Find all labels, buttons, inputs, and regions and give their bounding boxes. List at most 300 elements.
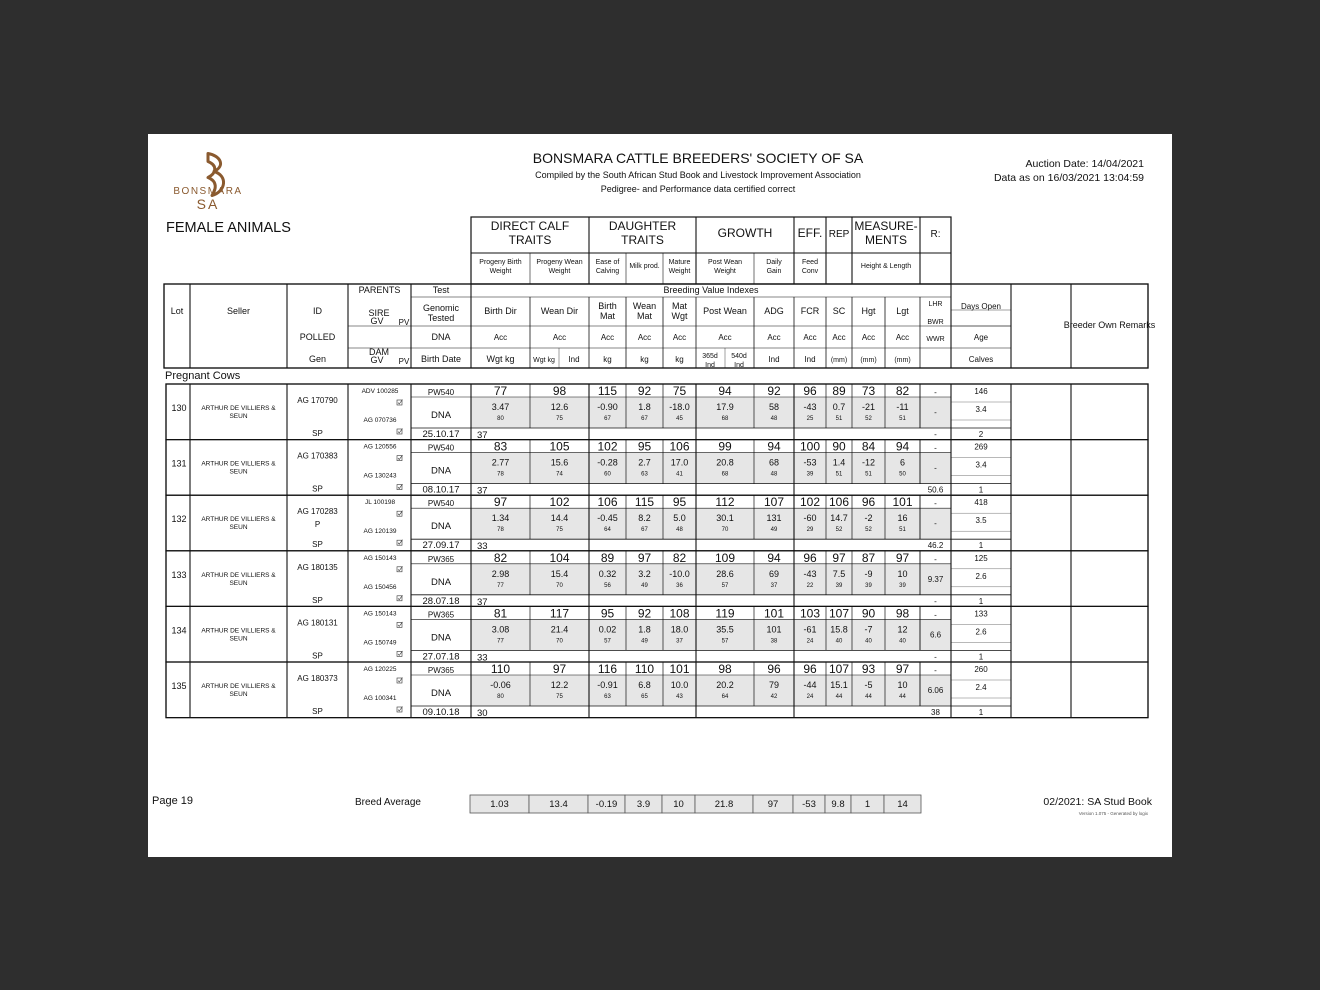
ebv-index: 96 — [861, 495, 876, 510]
ebv-index: 98 — [552, 384, 567, 398]
checkbox-icon — [397, 595, 403, 601]
age: 2.6 — [975, 571, 987, 581]
dna: DNA — [430, 410, 452, 421]
header-540d-ind: Ind — [734, 362, 744, 369]
trait-sub-label: Calving — [595, 268, 620, 275]
days-open: 146 — [974, 387, 988, 396]
header-age: Age — [973, 333, 989, 342]
ebv-value: -53 — [803, 457, 817, 468]
trait-group-label: MENTS — [865, 233, 907, 247]
ebv-accuracy: 51 — [899, 527, 906, 534]
ebv-index: 104 — [549, 550, 570, 565]
ebv-index: 73 — [861, 384, 876, 398]
ebv-index: 94 — [718, 384, 732, 398]
ebv-index: 84 — [861, 439, 876, 454]
trait-sub-label: Height & Length — [860, 263, 912, 270]
checkbox-icon — [397, 566, 403, 572]
ebv-index: 96 — [803, 384, 817, 398]
ebv-index: 94 — [767, 439, 781, 454]
ebv-index: 102 — [597, 439, 618, 454]
ebv-value: 6 — [899, 457, 906, 468]
ebv-accuracy: 68 — [721, 471, 729, 478]
ebv-accuracy: 56 — [604, 582, 611, 589]
seller-name: SEUN — [229, 413, 248, 420]
checkbox-icon — [397, 622, 403, 628]
ebv-accuracy: 52 — [835, 527, 843, 534]
trait-group-label: EFF. — [797, 226, 823, 240]
checkbox-icon — [397, 651, 403, 657]
ebv-index: 106 — [828, 495, 850, 510]
dna: DNA — [430, 632, 452, 644]
ebv-accuracy: 39 — [806, 471, 814, 478]
ebv-accuracy: 68 — [721, 416, 729, 422]
age: 3.4 — [975, 405, 987, 414]
ebv-value: 101 — [766, 624, 782, 635]
ebv-index: 97 — [493, 495, 508, 510]
ebv-value: 10 — [897, 568, 908, 579]
trait-group-label: DIRECT CALF — [490, 219, 570, 233]
ebv-accuracy: 49 — [641, 582, 648, 589]
ebv-value: 0.32 — [598, 568, 617, 579]
ebv-accuracy: 52 — [865, 527, 872, 534]
header-trait: Mat — [599, 311, 616, 321]
version-note: Version 1.075 - Generated by logix — [1078, 811, 1148, 816]
ebv-value: 0.02 — [598, 624, 617, 635]
test-code: PW365 — [427, 610, 455, 620]
header-acc: Acc — [493, 333, 508, 342]
sire-id: AG 120556 — [363, 443, 397, 451]
trait-group-label: R: — [930, 229, 941, 240]
header-fcr-ind: Ind — [804, 355, 816, 364]
test-code: PW365 — [427, 554, 455, 564]
ebv-accuracy: 67 — [641, 416, 648, 422]
ebv-value: -60 — [803, 513, 817, 524]
header-sire-pv: PV — [398, 318, 410, 327]
ebv-accuracy: 70 — [721, 527, 729, 534]
checkbox-icon — [397, 484, 403, 490]
subtitle-line-2: Pedigree- and Performance data certified correct — [600, 184, 796, 194]
ebv-value: -9 — [864, 568, 873, 579]
checkbox-icon — [397, 540, 403, 546]
ebv-accuracy: 24 — [806, 638, 814, 645]
ebv-value: -0.28 — [597, 457, 618, 468]
ebv-accuracy: 51 — [835, 471, 843, 478]
ebv-index: 97 — [895, 662, 910, 676]
ebv-index: 119 — [715, 606, 735, 621]
header-ind: Ind — [568, 355, 580, 364]
dam-id: AG 130243 — [363, 472, 397, 480]
header-seller: Seller — [226, 306, 251, 316]
ebv-value: 16 — [897, 513, 908, 524]
trait-sub-label: Mature — [668, 259, 691, 266]
logo-text: BONSMARA — [173, 186, 243, 197]
ebv-value: 14.7 — [830, 513, 848, 524]
ebv-accuracy: 75 — [556, 694, 563, 700]
gen: SP — [312, 429, 323, 438]
seller-name: ARTHUR DE VILLIERS & — [201, 460, 276, 468]
ebv-value: 0.7 — [832, 402, 846, 412]
header-trait: Mat — [636, 311, 653, 321]
calves: 1 — [978, 708, 984, 717]
ebv-index: 92 — [637, 384, 652, 398]
ebv-accuracy: 78 — [497, 471, 504, 478]
birth-date: 25.10.17 — [422, 429, 460, 440]
trait-sub-label: Weight — [668, 268, 691, 275]
header-trait: Birth — [598, 301, 617, 311]
checkbox-icon — [397, 678, 403, 684]
dna: DNA — [430, 688, 452, 699]
seller-name: SEUN — [229, 691, 248, 698]
ebv-accuracy: 60 — [604, 471, 611, 478]
ebv-accuracy: 39 — [899, 582, 906, 589]
ebv-value: -0.45 — [597, 513, 618, 524]
header-trait: Wean Dir — [540, 306, 579, 316]
header-acc: Acc — [600, 333, 615, 342]
dam-id: AG 070736 — [363, 417, 397, 424]
ebv-accuracy: 57 — [604, 638, 611, 645]
ebv-index: 87 — [861, 550, 876, 565]
trait-sub-label: Post Wean — [707, 259, 743, 266]
header-acc: Acc — [637, 333, 652, 342]
ebv-accuracy: 67 — [604, 416, 611, 422]
ebv-value: 17.9 — [716, 402, 734, 412]
ebv-accuracy: 37 — [676, 638, 683, 645]
bwr-value: - — [934, 519, 937, 529]
breed-average-value: 97 — [767, 799, 779, 810]
trait-sub-label: Weight — [714, 268, 736, 275]
ebv-accuracy: 48 — [770, 416, 778, 422]
ebv-value: 1.34 — [491, 513, 510, 524]
ebv-index: 83 — [493, 439, 508, 454]
ebv-accuracy: 75 — [556, 416, 563, 422]
ebv-value: 8.2 — [638, 513, 651, 524]
seller-name: ARTHUR DE VILLIERS & — [201, 405, 276, 412]
birth-date: 28.07.18 — [422, 595, 460, 607]
ebv-accuracy: 40 — [865, 638, 872, 645]
wwr-value: - — [934, 596, 937, 606]
ebv-value: -7 — [864, 624, 873, 635]
header-sire: SIRE — [368, 308, 390, 318]
ebv-index: 109 — [714, 550, 736, 565]
header-gen: Gen — [308, 354, 327, 364]
header-calves: Calves — [968, 355, 994, 364]
test-code: PW365 — [427, 666, 455, 675]
header-dna: DNA — [431, 332, 451, 342]
ebv-value: -12 — [861, 457, 876, 468]
ebv-index: 97 — [832, 550, 846, 565]
ebv-value: 1.8 — [638, 624, 651, 635]
ebv-accuracy: 70 — [556, 582, 563, 589]
trait-group-label: TRAITS — [621, 233, 664, 247]
ebv-accuracy: 39 — [865, 582, 872, 589]
header-dam-pv: PV — [398, 357, 410, 366]
ebv-index: 96 — [803, 550, 817, 565]
header-kg: kg — [675, 355, 684, 364]
ebv-value: 15.8 — [830, 624, 848, 635]
ebv-accuracy: 42 — [770, 694, 778, 700]
report-page — [148, 134, 1172, 857]
ebv-index: 95 — [637, 439, 652, 454]
breed-average-value: 1.03 — [490, 799, 509, 810]
bwr-value: - — [934, 463, 937, 473]
header-acc: Acc — [552, 333, 567, 342]
ebv-accuracy: 78 — [497, 527, 504, 534]
subtitle-line-1: Compiled by the South African Stud Book and Livestock Improvement Association — [535, 170, 861, 180]
ebv-value: -5 — [864, 680, 873, 690]
ebv-shade — [471, 508, 951, 539]
ebv-value: 69 — [768, 568, 780, 579]
trait-sub-label: Weight — [489, 268, 512, 275]
ebv-value: -44 — [803, 680, 817, 690]
seller-name: ARTHUR DE VILLIERS & — [201, 627, 276, 635]
header-kg: kg — [640, 355, 649, 364]
weight: 37 — [477, 485, 488, 497]
trait-sub-label: Conv — [801, 268, 819, 275]
lhr-value: - — [934, 443, 937, 453]
ebv-value: 10.0 — [670, 680, 689, 690]
ebv-accuracy: 67 — [641, 527, 648, 534]
header-lhr: LHR — [928, 301, 943, 308]
trait-sub-label: Daily — [766, 259, 782, 266]
ebv-index: 102 — [549, 495, 570, 510]
ebv-value: -0.90 — [597, 402, 618, 412]
ebv-index: 103 — [799, 606, 821, 621]
seller-name: SEUN — [229, 524, 248, 532]
ebv-value: 15.1 — [830, 680, 848, 690]
ebv-value: 7.5 — [832, 568, 846, 579]
header-parents: PARENTS — [358, 285, 401, 295]
trait-sub-label: Feed — [802, 259, 818, 266]
ebv-index: 98 — [895, 606, 910, 621]
wwr-value: 50.6 — [927, 485, 944, 495]
gen: SP — [312, 651, 323, 661]
header-acc: Acc — [803, 333, 817, 342]
seller-name: ARTHUR DE VILLIERS & — [201, 683, 276, 690]
header-365d-ind: Ind — [705, 362, 715, 369]
ebv-index: 107 — [763, 495, 785, 510]
ebv-value: 5.0 — [673, 513, 686, 524]
header-mm: (mm) — [894, 357, 911, 364]
ebv-accuracy: 65 — [641, 694, 648, 700]
dna: DNA — [430, 576, 452, 588]
ebv-index: 106 — [669, 439, 690, 454]
header-lot: Lot — [170, 306, 184, 316]
ebv-value: 79 — [768, 680, 780, 690]
dam-id: AG 150456 — [363, 583, 397, 591]
seller-name: SEUN — [229, 635, 248, 643]
ebv-shade — [471, 619, 951, 650]
lot-number: 132 — [171, 514, 187, 525]
trait-sub-label: Ease of — [595, 259, 620, 266]
checkbox-icon — [397, 429, 403, 435]
breed-average-value: 14 — [897, 799, 908, 810]
wwr-value: - — [934, 652, 937, 662]
trait-sub-label: Gain — [766, 268, 782, 275]
ebv-value: 18.0 — [670, 624, 689, 635]
ebv-index: 100 — [799, 439, 821, 454]
ebv-accuracy: 49 — [641, 638, 648, 645]
ebv-index: 90 — [832, 439, 846, 454]
header-trait: Lgt — [896, 306, 909, 316]
header-trait: Mat — [671, 301, 688, 311]
ebv-accuracy: 44 — [835, 694, 843, 700]
header-days-open: Days Open — [960, 302, 1002, 311]
sire-id: AG 120225 — [363, 666, 397, 673]
ebv-index: 92 — [637, 606, 652, 621]
ebv-accuracy: 40 — [835, 638, 843, 645]
ebv-accuracy: 51 — [865, 471, 872, 478]
ebv-value: -43 — [803, 402, 817, 412]
ebv-index: 107 — [828, 662, 850, 676]
header-wgt: Wgt kg — [486, 354, 515, 364]
age: 2.4 — [975, 683, 987, 692]
header-acc: Acc — [718, 333, 732, 342]
calves: 2 — [978, 430, 984, 439]
ebv-index: 82 — [493, 550, 508, 565]
ebv-index: 110 — [490, 662, 511, 676]
ebv-accuracy: 51 — [835, 416, 843, 422]
ebv-index: 101 — [892, 495, 913, 510]
ebv-accuracy: 48 — [770, 471, 778, 478]
header-acc: Acc — [861, 333, 876, 342]
logo-subtext: SA — [196, 196, 220, 212]
ebv-index: 102 — [799, 495, 821, 510]
ebv-accuracy: 64 — [604, 527, 611, 534]
bwr-value: 6.6 — [929, 630, 942, 640]
lhr-value: - — [934, 554, 937, 564]
breed-average-value: 1 — [864, 799, 871, 810]
ebv-accuracy: 44 — [865, 694, 872, 700]
ebv-value: -11 — [896, 402, 909, 412]
animal-id: AG 170383 — [297, 451, 338, 461]
ebv-accuracy: 24 — [806, 694, 814, 700]
ebv-accuracy: 37 — [770, 582, 778, 589]
data-as-on: Data as on 16/03/2021 13:04:59 — [993, 172, 1144, 184]
wwr-value: 38 — [931, 708, 940, 717]
bwr-value: 6.06 — [927, 686, 944, 695]
ebv-value: 15.6 — [550, 457, 569, 468]
ebv-accuracy: 63 — [604, 694, 611, 700]
ebv-index: 115 — [597, 384, 618, 398]
header-bvi: Breeding Value Indexes — [663, 285, 759, 295]
trait-sub-label: Progeny Wean — [536, 259, 583, 266]
age: 3.5 — [975, 516, 987, 526]
ebv-index: 94 — [767, 550, 781, 565]
ebv-accuracy: 63 — [641, 471, 648, 478]
header-acc: Acc — [672, 333, 687, 342]
bwr-value: 9.37 — [927, 574, 944, 584]
trait-group-label: DAUGHTER — [608, 219, 677, 233]
ebv-index: 90 — [861, 606, 876, 621]
ebv-value: 35.5 — [716, 624, 734, 635]
ebv-accuracy: 51 — [899, 416, 906, 422]
ebv-shade — [471, 453, 951, 484]
ebv-index: 97 — [895, 550, 910, 565]
subsection-title: Pregnant Cows — [165, 370, 241, 382]
ebv-value: -10.0 — [669, 568, 690, 579]
section-title: FEMALE ANIMALS — [166, 220, 291, 236]
calves: 1 — [978, 652, 984, 662]
checkbox-icon — [397, 455, 403, 461]
ebv-value: 10 — [897, 680, 908, 690]
breed-average-value: 13.4 — [549, 799, 568, 810]
seller-name: SEUN — [229, 579, 248, 587]
ebv-value: 68 — [768, 457, 780, 468]
gen: SP — [312, 484, 323, 494]
sire-id: ADV 100285 — [361, 388, 399, 395]
ebv-index: 96 — [767, 662, 781, 676]
animal-id: AG 180131 — [297, 618, 338, 628]
ebv-value: 1.4 — [832, 457, 846, 468]
header-trait: FCR — [800, 306, 820, 316]
seller-name: SEUN — [229, 468, 248, 476]
ebv-value: -2 — [864, 513, 873, 524]
ebv-shade — [471, 397, 951, 428]
breed-average-value: 21.8 — [714, 799, 734, 810]
header-trait: Post Wean — [703, 306, 747, 316]
ebv-value: 20.2 — [716, 680, 734, 690]
dam-id: AG 100341 — [363, 695, 397, 702]
breed-average-value: 9.8 — [831, 799, 845, 810]
dam-id: AG 150749 — [363, 639, 397, 647]
ebv-accuracy: 70 — [556, 638, 563, 645]
header-id: ID — [313, 306, 322, 316]
ebv-index: 94 — [895, 439, 910, 454]
trait-sub-label: Progeny Birth — [479, 259, 522, 266]
ebv-index: 112 — [715, 495, 735, 510]
ebv-shade — [471, 564, 951, 595]
ebv-accuracy: 52 — [865, 416, 872, 422]
data-table — [148, 134, 1172, 857]
dna: DNA — [430, 465, 452, 477]
breed-average-value: -53 — [802, 799, 816, 810]
header-365d: 365d — [702, 353, 718, 360]
header-birth-date: Birth Date — [420, 354, 462, 364]
stud-book-label: 02/2021: SA Stud Book — [1043, 796, 1152, 808]
days-open: 125 — [974, 553, 988, 563]
ebv-accuracy: 44 — [899, 694, 906, 700]
age: 2.6 — [975, 627, 987, 637]
seller-name: ARTHUR DE VILLIERS & — [201, 571, 276, 579]
ebv-index: 110 — [634, 662, 655, 676]
header-kg: kg — [603, 355, 612, 364]
ebv-index: 101 — [669, 662, 690, 676]
weight: 33 — [477, 541, 488, 553]
sire-id: AG 150143 — [363, 610, 397, 618]
ebv-index: 75 — [672, 384, 687, 398]
checkbox-icon — [397, 400, 403, 406]
ebv-index: 82 — [672, 550, 687, 565]
header-trait: SC — [832, 306, 846, 316]
test-code: PW540 — [427, 443, 455, 453]
ebv-accuracy: 80 — [497, 694, 504, 700]
ebv-index: 97 — [552, 662, 567, 676]
wwr-value: 46.2 — [927, 541, 944, 551]
trait-group-label: REP — [828, 229, 850, 240]
header-test: Test — [432, 285, 450, 295]
seller-name: ARTHUR DE VILLIERS & — [201, 516, 276, 524]
auction-date: Auction Date: 14/04/2021 — [1025, 158, 1144, 170]
ebv-value: 1.8 — [638, 402, 651, 412]
header-dam-gv: GV — [370, 355, 384, 365]
ebv-value: -61 — [803, 624, 817, 635]
ebv-value: 17.0 — [670, 457, 689, 468]
animal-id: AG 180135 — [297, 562, 338, 572]
ebv-index: 95 — [672, 495, 687, 510]
wwr-value: - — [934, 430, 937, 439]
header-acc: Acc — [767, 333, 781, 342]
weight: 33 — [477, 652, 488, 664]
